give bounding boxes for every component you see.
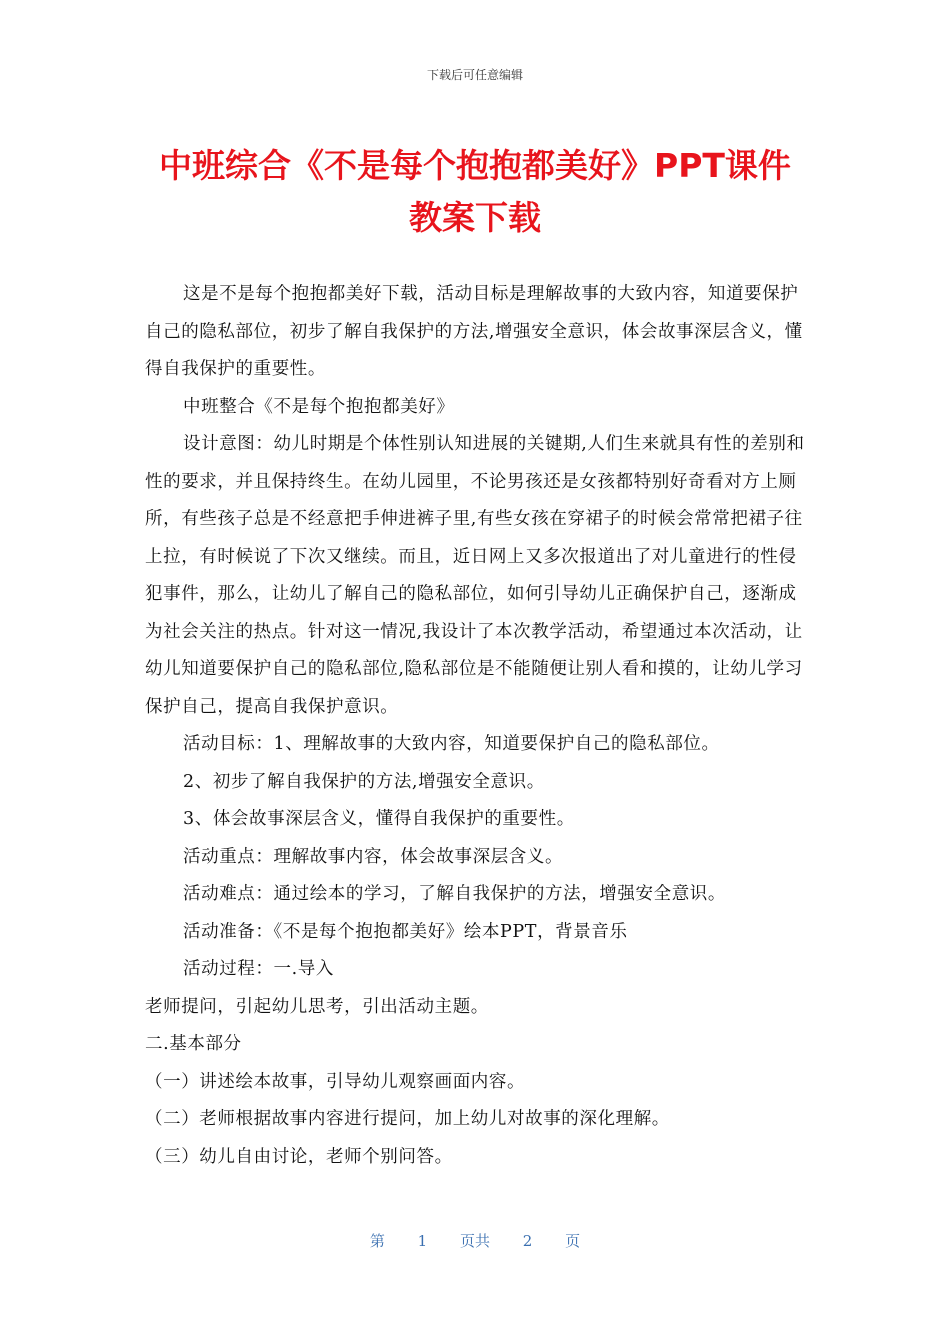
paragraph-difficulty: 活动难点：通过绘本的学习，了解自我保护的方法，增强安全意识。	[183, 884, 726, 904]
paragraph-goal-1: 活动目标：1、理解故事的大致内容，知道要保护自己的隐私部位。	[183, 734, 720, 754]
header-note: 下载后可任意编辑	[426, 68, 523, 82]
paragraph-preparation: 活动准备：《不是每个抱抱都美好》绘本PPT，背景音乐	[183, 921, 628, 942]
footer-ye: 页	[565, 1232, 581, 1250]
paragraph-goal-2: 2、初步了解自我保护的方法,增强安全意识。	[183, 771, 545, 792]
paragraph-step-2: （二）老师根据故事内容进行提问，加上幼儿对故事的深化理解。	[145, 1109, 670, 1129]
paragraph-step-1: （一）讲述绘本故事，引导幼儿观察画面内容。	[145, 1071, 526, 1092]
page-footer	[0, 1230, 950, 1251]
document-body	[145, 276, 810, 1176]
paragraph-intro: 这是不是每个抱抱都美好下载，活动目标是理解故事的大致内容，知道要保护自己的隐私部位，初步了解自我保护的方法,增强安全意识，体会故事深层含义，懂得自我保护的重要性。	[145, 284, 803, 379]
paragraph-process: 活动过程：一.导入	[183, 959, 334, 979]
paragraph-basic-part: 二.基本部分	[145, 1034, 242, 1054]
title-line-2: 教案下载	[409, 198, 541, 237]
paragraph-key-point: 活动重点：理解故事内容，体会故事深层含义。	[183, 846, 564, 867]
paragraph-subtitle: 中班整合《不是每个抱抱都美好》	[183, 396, 455, 417]
paragraph-teacher-question: 老师提问，引起幼儿思考，引出活动主题。	[145, 996, 489, 1017]
footer-page-total: 2	[522, 1232, 533, 1250]
paragraph-goal-3: 3、体会故事深层含义，懂得自我保护的重要性。	[183, 809, 575, 829]
footer-page-current: 1	[417, 1232, 428, 1250]
paragraph-step-3: （三）幼儿自由讨论，老师个别问答。	[145, 1146, 453, 1167]
document-title	[120, 140, 830, 244]
title-line-1: 中班综合《不是每个抱抱都美好》PPT课件	[159, 146, 791, 185]
footer-ye-gong: 页共	[459, 1232, 490, 1250]
paragraph-design-intent: 设计意图：幼儿时期是个体性别认知进展的关键期,人们生来就具有性的差别和性的要求，并且保持终生。在幼儿园里，不论男孩还是女孩都特别好奇看对方上厕所，有些孩子总是不经意把手伸进裤子里,有些女孩在穿裙子的时候会常常把裙子往上拉，有时候说了下次又继续。而且，近日网上又多次报道出了对儿童进行的性侵犯事件，那么，让幼儿了解自己的隐私部位，如何引导幼儿正确保护自己，逐渐成为社会关注的热点。针对这一情况,我设计了本次教学活动，希望通过本次活动，让幼儿知道要保护自己的隐私部位,隐私部位是不能随便让别人看和摸的，让幼儿学习保护自己，提高自我保护意识。	[145, 434, 805, 717]
footer-di: 第	[369, 1232, 385, 1250]
